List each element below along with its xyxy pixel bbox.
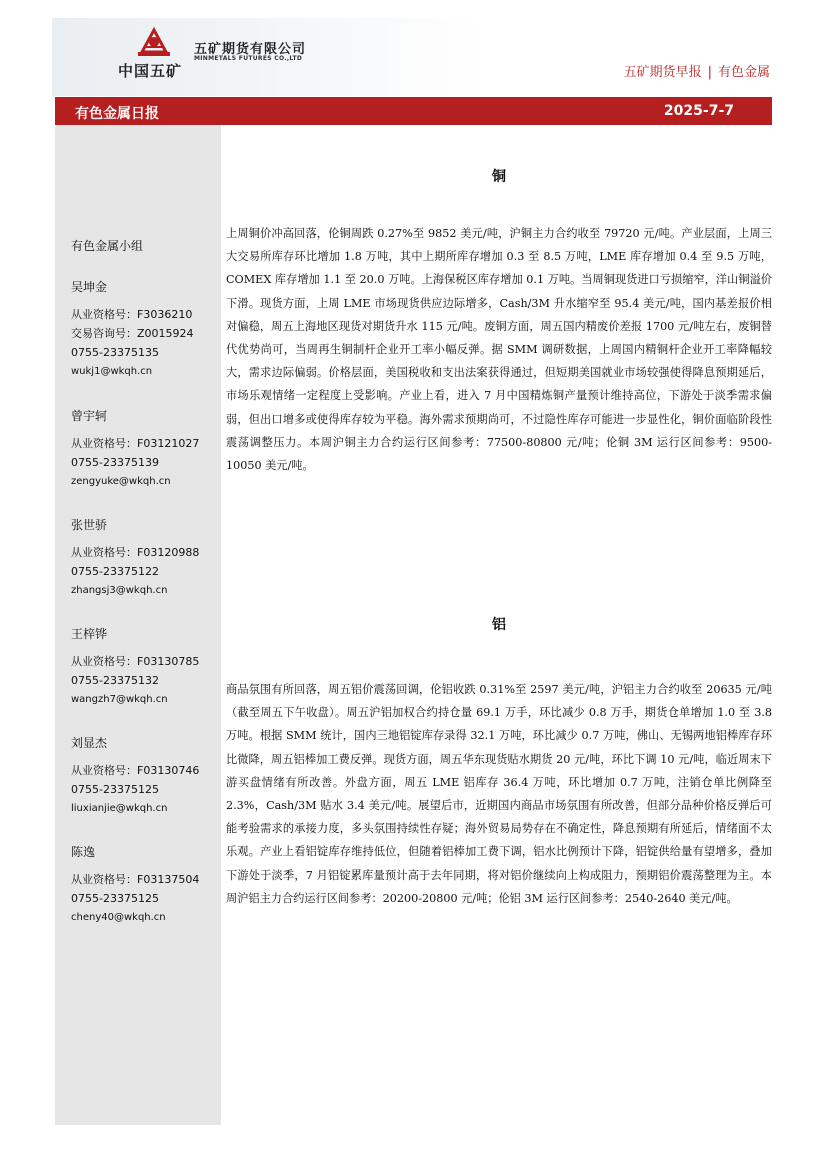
member-card — [71, 625, 199, 709]
member-name: 曾宇轲 — [71, 409, 108, 423]
member-qualification: 从业资格号：F03130785 — [71, 655, 200, 668]
member-name: 刘显杰 — [71, 736, 108, 750]
company-name-en: MINMETALS FUTURES CO.,LTD — [194, 55, 303, 62]
section-title-aluminum: 铝 — [492, 617, 506, 633]
member-consult-id: 交易咨询号：Z0015924 — [71, 327, 194, 340]
member-phone: 0755-23375139 — [71, 456, 159, 469]
member-qualification: 从业资格号：F03121027 — [71, 437, 200, 450]
report-label — [624, 61, 770, 80]
group-title: 有色金属小组 — [71, 239, 144, 253]
member-phone: 0755-23375132 — [71, 674, 159, 687]
member-card — [71, 843, 199, 927]
report-series: 五矿期货早报 — [623, 65, 702, 80]
member-phone: 0755-23375125 — [71, 892, 159, 905]
member-name: 王梓铧 — [71, 627, 108, 641]
member-email[interactable]: zengyuke@wkqh.cn — [71, 476, 171, 487]
minmetals-emblem-icon — [134, 24, 174, 58]
report-category: 有色金属 — [717, 65, 770, 80]
member-phone: 0755-23375125 — [71, 783, 159, 796]
member-card — [71, 407, 199, 491]
label-separator: | — [707, 65, 712, 80]
member-email[interactable]: cheny40@wkqh.cn — [71, 912, 166, 923]
member-qualification: 从业资格号：F03137504 — [71, 873, 200, 886]
section-title-copper: 铜 — [492, 169, 506, 185]
member-qualification: 从业资格号：F3036210 — [71, 308, 193, 321]
member-name: 张世骄 — [71, 518, 108, 532]
section-body-copper: 上周铜价冲高回落，伦铜周跌 0.27%至 9852 美元/吨，沪铜主力合约收至 79720 元/吨。产业层面，上周三大交易所库存环比增加 1.8 万吨，其中上期所库存增加 0.3 至 8.5 万吨，LME 库存增加 0.4 至 9.5 万吨，COMEX 库存增加 1.1 至 20.0 万吨。上海保税区库存增加 0.1 万吨。当周铜现货进口亏损缩窄，洋山铜溢价下滑。现货方面，上周 LME 市场现货供应边际增多，Cash/3M 升水缩窄至 95.4 美元/吨，国内基差报价相对偏稳，周五上海地区现货对期货升水 115 元/吨。废铜方面，周五国内精废价差报 1700 元/吨左右，废铜替代优势尚可，当周再生铜制杆企业开工率小幅反弹。据 SMM 调研数据，上周国内精铜杆企业开工率降幅较大，需求边际偏弱。价格层面，美国税收和支出法案获得通过，但短期美国就业市场较强使得降息预期延后，市场乐观情绪一定程度上受影响。产业上看，进入 7 月中国精炼铜产量预计维持高位，下游处于淡季需求偏弱，但出口增多或使得库存较为平稳。海外需求预期尚可，不过隐性库存可能进一步显性化，铜价面临阶段性震荡调整压力。本周沪铜主力合约运行区间参考：77500-80800 元/吨；伦铜 3M 运行区间参考：9500-10050 美元/吨。 — [226, 227, 772, 473]
member-email[interactable]: zhangsj3@wkqh.cn — [71, 585, 168, 596]
member-card — [71, 516, 199, 600]
member-card — [71, 734, 199, 818]
member-card — [71, 278, 194, 381]
member-name: 吴坤金 — [71, 280, 108, 294]
title-bar — [55, 97, 772, 125]
member-qualification: 从业资格号：F03120988 — [71, 546, 200, 559]
company-name-cn: 五矿期货有限公司 — [194, 42, 307, 57]
member-email[interactable]: wukj1@wkqh.cn — [71, 366, 153, 377]
member-name: 陈逸 — [71, 845, 96, 859]
member-phone: 0755-23375122 — [71, 565, 159, 578]
member-email[interactable]: wangzh7@wkqh.cn — [71, 694, 168, 705]
report-date: 2025-7-7 — [663, 103, 734, 119]
section-body-aluminum: 商品氛围有所回落，周五铝价震荡回调，伦铝收跌 0.31%至 2597 美元/吨，沪铝主力合约收至 20635 元/吨（截至周五下午收盘）。周五沪铝加权合约持仓量 69.1 万手，环比减少 0.8 万手，期货仓单增加 1.0 至 3.8 万吨。根据 SMM 统计，国内三地铝锭库存录得 32.1 万吨，环比减少 0.7 万吨，佛山、无锡两地铝棒库存环比微降，周五铝棒加工费反弹。现货方面，周五华东现货贴水期货 20 元/吨，环比下调 10 元/吨，临近周末下游买盘情绪有所改善。外盘方面，周五 LME 铝库存 36.4 万吨，环比增加 0.7 万吨，注销仓单比例降至 2.3%，Cash/3M 贴水 3.4 美元/吨。展望后市，近期国内商品市场氛围有所改善，但部分品种价格反弹后可能考验需求的承接力度，多头氛围持续性存疑；海外贸易局势存在不确定性，降息预期有所延后，情绪面不太乐观。产业上看铝锭库存维持低位，但随着铝棒加工费下调，铝水比例预计下降，铝锭供给量有望增多，叠加下游处于淡季，7 月铝锭累库量预计高于去年同期，将对铝价继续向上构成阻力，预期铝价震荡整理为主。本周沪铝主力合约运行区间参考：20200-20800 元/吨；伦铝 3M 运行区间参考：2540-2640 美元/吨。 — [226, 683, 772, 905]
member-phone: 0755-23375135 — [71, 346, 159, 359]
report-title: 有色金属日报 — [75, 106, 159, 122]
logo-text: 中国五矿 — [118, 62, 183, 80]
member-qualification: 从业资格号：F03130746 — [71, 764, 200, 777]
member-email[interactable]: liuxianjie@wkqh.cn — [71, 803, 168, 814]
